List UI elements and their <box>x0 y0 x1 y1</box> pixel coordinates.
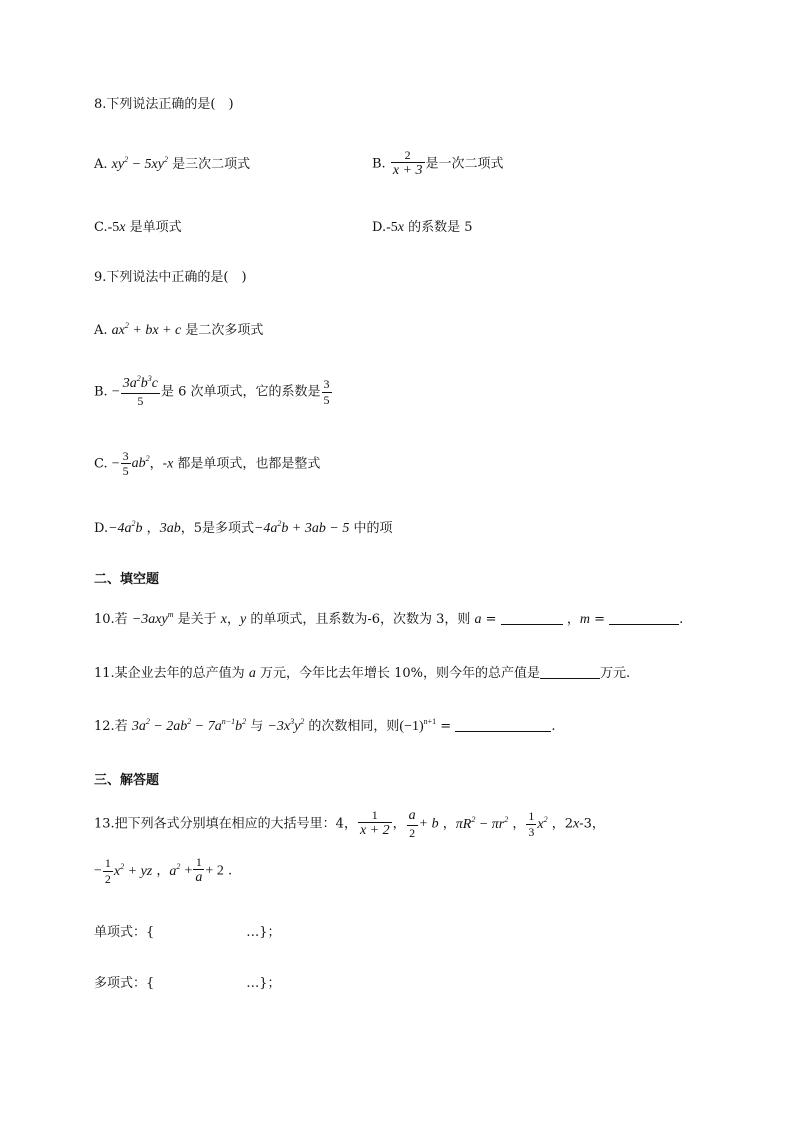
option-label: D. <box>372 220 387 235</box>
q13-line2: − $\frac{1}{2}$ $x^2$ + yz ，$a^2$ + $\frac{1}{a}$ + 2 . <box>94 855 233 886</box>
option-label: A. <box>94 323 108 338</box>
math-expression: $ax^2$ + bx + c <box>111 321 182 338</box>
fraction <box>121 376 160 408</box>
set-end: …}； <box>246 925 281 940</box>
coefficient-fraction <box>322 377 332 407</box>
answer-blank-m[interactable] <box>609 623 679 625</box>
q8-option-b <box>372 148 504 180</box>
fraction: $\frac{1}{a}$ <box>195 855 203 886</box>
numerator: 2 <box>391 148 425 163</box>
set-end: …}； <box>246 976 281 991</box>
option-text: 的系数是 5 <box>408 220 473 235</box>
section-heading-solve: 三、解答题 <box>94 773 160 788</box>
fraction: $\frac{1}{2}$ <box>104 856 111 886</box>
denominator: 5 <box>323 392 330 407</box>
period: . <box>679 612 684 627</box>
math-expression: $ab^2$ <box>131 454 150 472</box>
polynomial-label: 多项式：{ <box>94 976 155 991</box>
q8-stem: 8.下列说法正确的是( ) <box>94 97 234 112</box>
option-label: C. <box>94 456 108 472</box>
option-label: A. <box>94 157 108 172</box>
q9-option-c <box>94 449 320 479</box>
q13-stem: 13.把下列各式分别填在相应的大括号里：4， <box>94 816 357 832</box>
math-expression: $xy^2 - 5xy^2$ <box>111 155 168 172</box>
option-text: 是一次二项式 <box>425 156 504 172</box>
answer-blank-a[interactable] <box>501 623 563 625</box>
section-heading-fill-blank: 二、填空题 <box>94 572 160 587</box>
monomial-set <box>94 925 281 942</box>
q13-line1: 13.把下列各式分别填在相应的大括号里：4， $\frac{1}{x + 2}$ ， $\frac{a}{2}$ + b ，$\pi R^2 - \pi r^2$ ， $\frac{1}{3}$ $x^2$ ，2x-3， <box>94 808 605 840</box>
q9-option-a <box>94 322 263 340</box>
period: . <box>551 719 556 734</box>
denominator: x + 3 <box>392 163 423 179</box>
numerator: $3a^2b^3c$ <box>121 376 160 394</box>
variable: x <box>397 220 404 235</box>
option-text: 是 6 次单项式，它的系数是 <box>160 384 321 400</box>
fraction: $\frac{1}{x + 2}$ <box>359 808 390 839</box>
q9-option-b <box>94 376 333 408</box>
fraction: $\frac{1}{3}$ <box>528 809 535 839</box>
option-label: C. <box>94 220 108 235</box>
q8-option-a <box>94 156 250 174</box>
option-label: B. <box>94 384 108 400</box>
numerator: 3 <box>323 377 330 392</box>
fraction: $\frac{a}{2}$ <box>408 808 416 840</box>
q8-option-c <box>94 219 182 237</box>
option-text: ，-x 都是单项式，也都是整式 <box>149 456 321 472</box>
minus-sign: − <box>111 456 120 472</box>
denominator: 5 <box>122 464 129 479</box>
minus-sign: − <box>111 384 120 400</box>
q11: 11.某企业去年的总产值为 a 万元，今年比去年增长 10%，则今年的总产值是 万元. <box>94 666 631 681</box>
numerator: 3 <box>122 449 129 463</box>
option-text: 是三次二项式 <box>172 157 251 172</box>
fraction <box>121 449 131 479</box>
q10: 10.若 −3axy$^m$ 是关于 x，y 的单项式，且系数为-6，次数为 3，则 a = ，m = . <box>94 610 684 627</box>
denominator: 5 <box>137 393 144 408</box>
unit-text: 万元. <box>599 666 631 681</box>
polynomial-set <box>94 976 281 993</box>
monomial-label: 单项式：{ <box>94 925 155 940</box>
option-label: D. <box>94 521 109 536</box>
q12: 12.若 $3a^2 - 2ab^2 - 7a^{n-1}b^2$ 与 $-3x^3y^2$ 的次数相同，则$(-1)^{n+1}$ = . <box>94 717 556 734</box>
q9-stem: 9.下列说法中正确的是( ) <box>94 270 247 285</box>
variable: x <box>119 220 126 235</box>
option-text: 是二次多项式 <box>185 323 264 338</box>
option-text: 是单项式 <box>129 220 182 235</box>
coef: -5 <box>107 220 120 235</box>
q9-option-d: $D.-4a^2b$ ，3ab，5是多项式$-4a^2b + 3ab - 5$ 中的项 <box>94 519 393 536</box>
coef: -5 <box>386 220 398 235</box>
answer-blank[interactable] <box>455 730 551 732</box>
fraction <box>391 148 425 180</box>
answer-blank[interactable] <box>540 677 600 679</box>
q8-option-d <box>372 219 473 237</box>
option-label: B. <box>372 156 386 172</box>
